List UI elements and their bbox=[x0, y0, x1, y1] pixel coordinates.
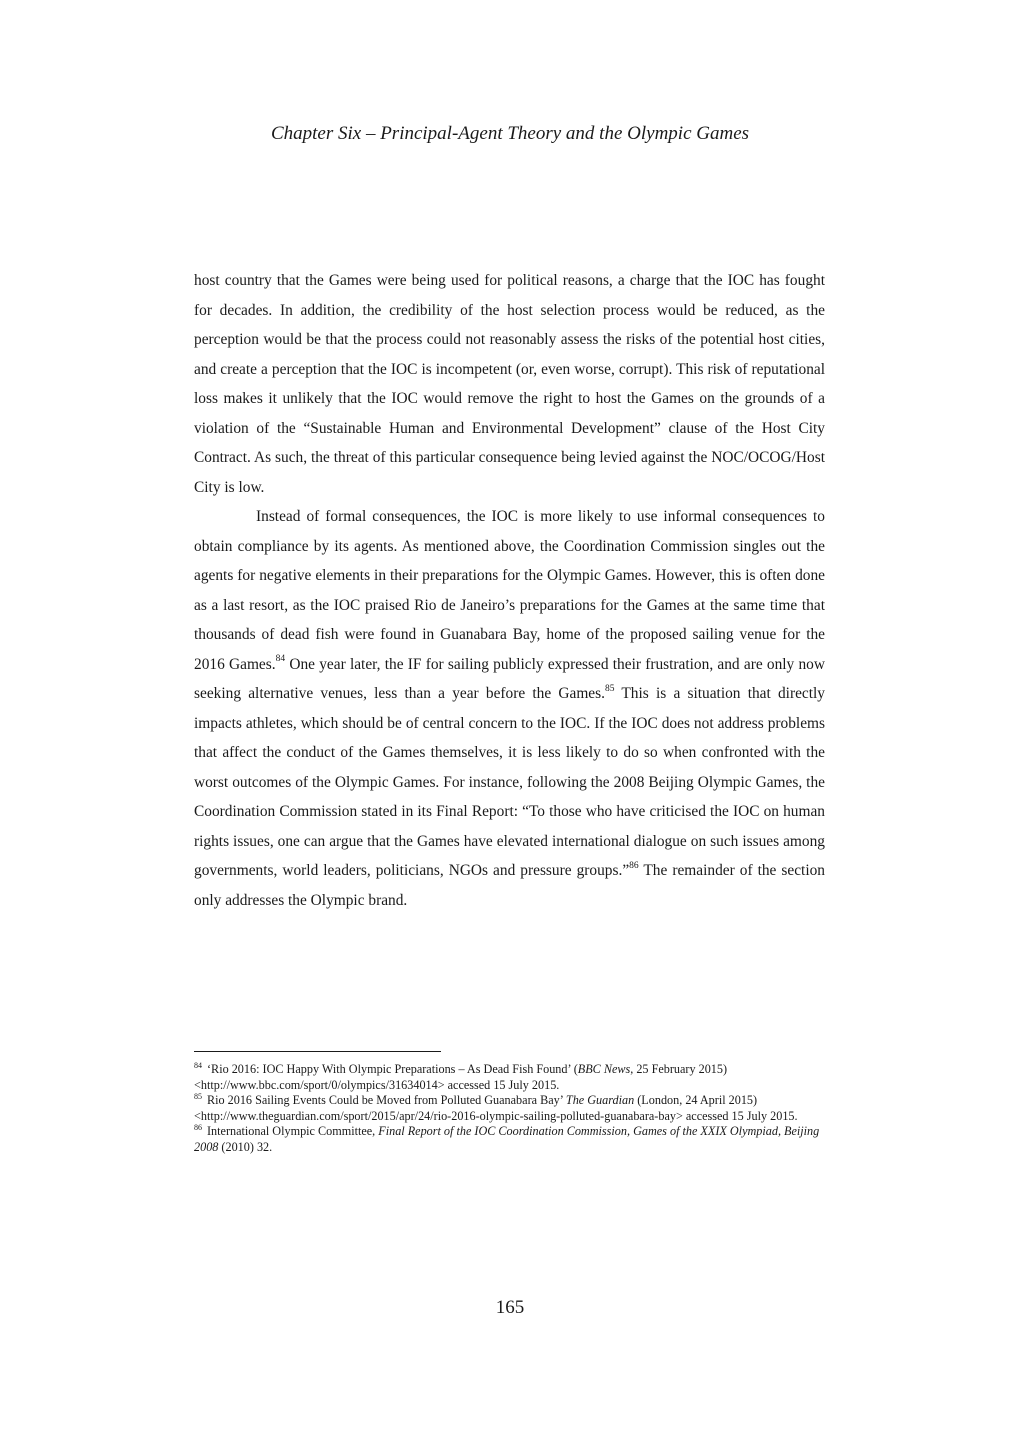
footnote-number: 86 bbox=[194, 1123, 202, 1133]
page-number: 165 bbox=[495, 1297, 525, 1318]
paragraph-1: host country that the Games were being used for political reasons, a charge that the IOC has fought for decades. In addition, the credibility of the host selection process would be reduced, as the perception would be that the process could not reasonably assess the risks of the potential host cities, and create a perception that the IOC is incompetent (or, even worse, corrupt). This risk of reputational loss makes it unlikely that the IOC would remove the right to host the Games on the grounds of a violation of the “Sustainable Human and Environmental Development” clause of the Host City Contract. As such, the threat of this particular consequence being levied against the NOC/OCOG/Host City is low. bbox=[194, 272, 825, 496]
paragraph-2-segment: The remainder of the section only addresses the Olympic brand. bbox=[194, 862, 825, 909]
paragraph-2 bbox=[194, 502, 825, 915]
footnote-ref-85[interactable]: 85 bbox=[604, 683, 615, 694]
footnote-text: (London, 24 April 2015) <http://www.theguardian.com/sport/2015/apr/24/rio-2016-olympic-sailing-polluted-guanabara-bay> accessed 15 July 2015. bbox=[194, 1093, 798, 1123]
footnote-source-title: The Guardian bbox=[565, 1093, 635, 1108]
body-text bbox=[194, 266, 825, 915]
footnote-number: 85 bbox=[194, 1092, 202, 1102]
footnote-divider bbox=[194, 1051, 441, 1052]
footnote-ref-86[interactable]: 86 bbox=[629, 860, 639, 871]
paragraph-2-segment: Instead of formal consequences, the IOC is more likely to use informal consequences to obtain compliance by its agents. As mentioned above, the Coordination Commission singles out the agents for negative elements in their preparations for the Olympic Games. However, this is often done as a last resort, as the IOC praised Rio de Janeiro’s preparations for the Games at the same time that thousands of dead fish were found in Guanabara Bay, home of the proposed sailing venue for the 2016 Games. bbox=[194, 508, 825, 673]
running-header: Chapter Six – Principal-Agent Theory and the Olympic Games bbox=[270, 123, 750, 144]
footnote-text: ‘Rio 2016: IOC Happy With Olympic Preparations – As Dead Fish Found’ ( bbox=[207, 1062, 578, 1076]
footnote-text: Rio 2016 Sailing Events Could be Moved from Polluted Guanabara Bay’ bbox=[207, 1093, 566, 1108]
footnote-text: , 25 February 2015) <http://www.bbc.com/sport/0/olympics/31634014> accessed 15 July 2015. bbox=[194, 1062, 728, 1092]
paragraph-2-segment: This is a situation that directly impacts athletes, which should be of central concern to the IOC. If the IOC does not address problems that affect the conduct of the Games themselves, it is less likely to do so when confronted with the worst outcomes of the Olympic Games. For instance, following the 2008 Beijing Olympic Games, the Coordination Commission stated in its Final Report: “To those who have criticised the IOC on human rights issues, one can argue that the Games have elevated international dialogue on such issues among governments, world leaders, politicians, NGOs and pressure groups.” bbox=[194, 685, 825, 879]
footnote-source-title: Final Report of the IOC Coordination Commission, Games of the XXIX Olympiad, Beijing 2008 bbox=[194, 1124, 820, 1154]
footnotes bbox=[194, 1062, 825, 1156]
footnote-ref-84[interactable]: 84 bbox=[275, 654, 286, 665]
footnote-86 bbox=[194, 1124, 825, 1155]
footnote-number: 84 bbox=[194, 1060, 202, 1070]
footnote-text: International Olympic Committee, bbox=[207, 1124, 379, 1139]
footnote-source-title: BBC News bbox=[577, 1062, 631, 1076]
footnote-85 bbox=[194, 1093, 825, 1124]
footnote-text: (2010) 32. bbox=[218, 1139, 273, 1154]
paragraph-2-segment: One year later, the IF for sailing publicly expressed their frustration, and are only now seeking alternative venues, less than a year before the Games. bbox=[194, 655, 825, 702]
footnote-84 bbox=[194, 1062, 825, 1093]
